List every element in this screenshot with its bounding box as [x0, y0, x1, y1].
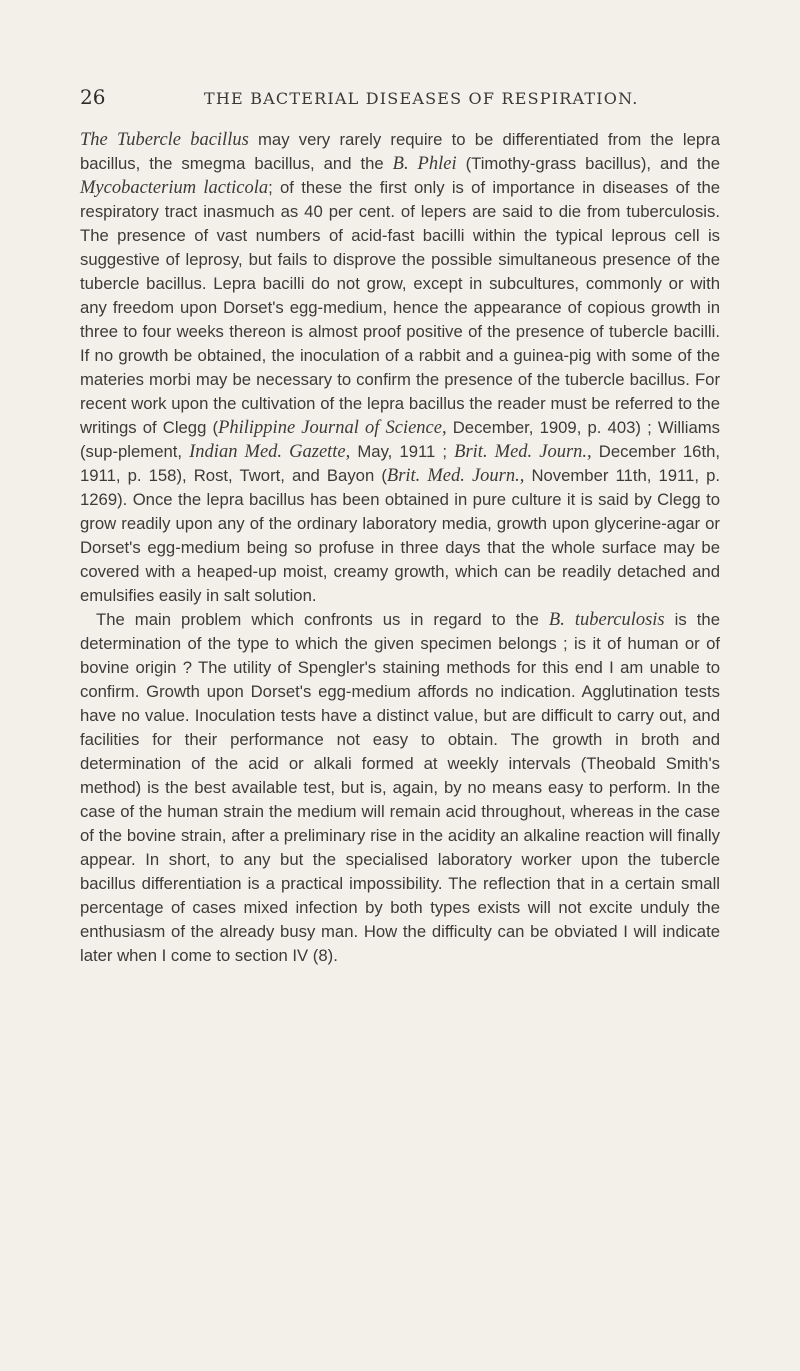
italic-text: Brit. Med. Journ.,: [454, 442, 592, 462]
italic-text: Indian Med. Gazette,: [189, 442, 351, 462]
paragraph: [80, 128, 720, 608]
text-run: December 16th, 1911, p. 158), Rost, Twort, and Bayon (: [80, 442, 720, 485]
text-run: The main problem which confronts us in regard to the: [96, 610, 549, 629]
text-run: ; of these the first only is of importance in diseases of the respiratory tract inasmuch as 40 per cent. of lepers are said to die from tuberculosis. The presence of vast numbers of acid-fast bacilli within the typical leprous cell is suggestive of leprosy, but fails to disprove the possible simultaneous presence of the tubercle bacillus. Lepra bacilli do not grow, except in subcultures, commonly or with any freedom upon Dorset's egg-medium, hence the appearance of copious growth in three to four weeks thereon is almost proof positive of the presence of tubercle bacilli. If no growth be obtained, the inoculation of a rabbit and a guinea-pig with some of the materies morbi may be necessary to confirm the presence of the tubercle bacillus. For recent work upon the cultivation of the lepra bacillus the reader must be referred to the writings of Clegg (: [80, 178, 721, 437]
body-text: [80, 128, 720, 968]
paragraph: [80, 608, 720, 968]
italic-text: Mycobacterium lacticola: [80, 178, 269, 198]
italic-text: Brit. Med. Journ.,: [386, 466, 525, 486]
text-run: December, 1909, p. 403) ; Williams (sup-plement,: [80, 418, 720, 461]
italic-text: B. tuberculosis: [548, 610, 665, 630]
text-run: may very rarely require to be differentiated from the lepra bacillus, the smegma bacillus, and the: [80, 130, 720, 173]
text-run: May, 1911 ;: [350, 442, 455, 461]
text-run: is the determination of the type to which the given specimen belongs ; is it of human or of bovine origin ? The utility of Spengler's staining methods for this end I am unable to confirm. Growth upon Dorset's egg-medium affords no indication. Agglutination tests have no value. Inoculation tests have a distinct value, but are difficult to carry out, and facilities for their performance not easy to obtain. The growth in broth and determination of the acid or alkali formed at weekly intervals (Theobald Smith's method) is the best available test, but is, again, by no means easy to perform. In the case of the human strain the medium will remain acid throughout, whereas in the case of the bovine strain, after a preliminary rise in the acidity an alkaline reaction will finally appear. In short, to any but the specialised laboratory worker upon the tubercle bacillus differentiation is a practical impossibility. The reflection that in a certain small percentage of cases mixed infection by both types exists will not excite unduly the enthusiasm of the already busy man. How the difficulty can be obviated I will indicate later when I come to section IV (8).: [80, 610, 720, 965]
book-page: [80, 85, 720, 968]
italic-text: B. Phlei: [392, 154, 457, 174]
text-run: November 11th, 1911, p. 1269). Once the lepra bacillus has been obtained in pure culture it is said by Clegg to grow readily upon any of the ordinary laboratory media, growth upon glycerine-agar or Dorset's egg-medium being so profuse in three days that the whole surface may be covered with a heaped-up moist, creamy growth, which can be readily detached and emulsifies easily in salt solution.: [80, 466, 720, 605]
running-header: [80, 85, 720, 109]
page-number: 26: [80, 85, 106, 109]
running-title: THE BACTERIAL DISEASES OF RESPIRATION.: [204, 89, 639, 108]
italic-text: The Tubercle bacillus: [80, 130, 249, 150]
text-run: (Timothy-grass bacillus), and the: [456, 154, 721, 173]
italic-text: Philippine Journal of Science,: [218, 418, 447, 438]
